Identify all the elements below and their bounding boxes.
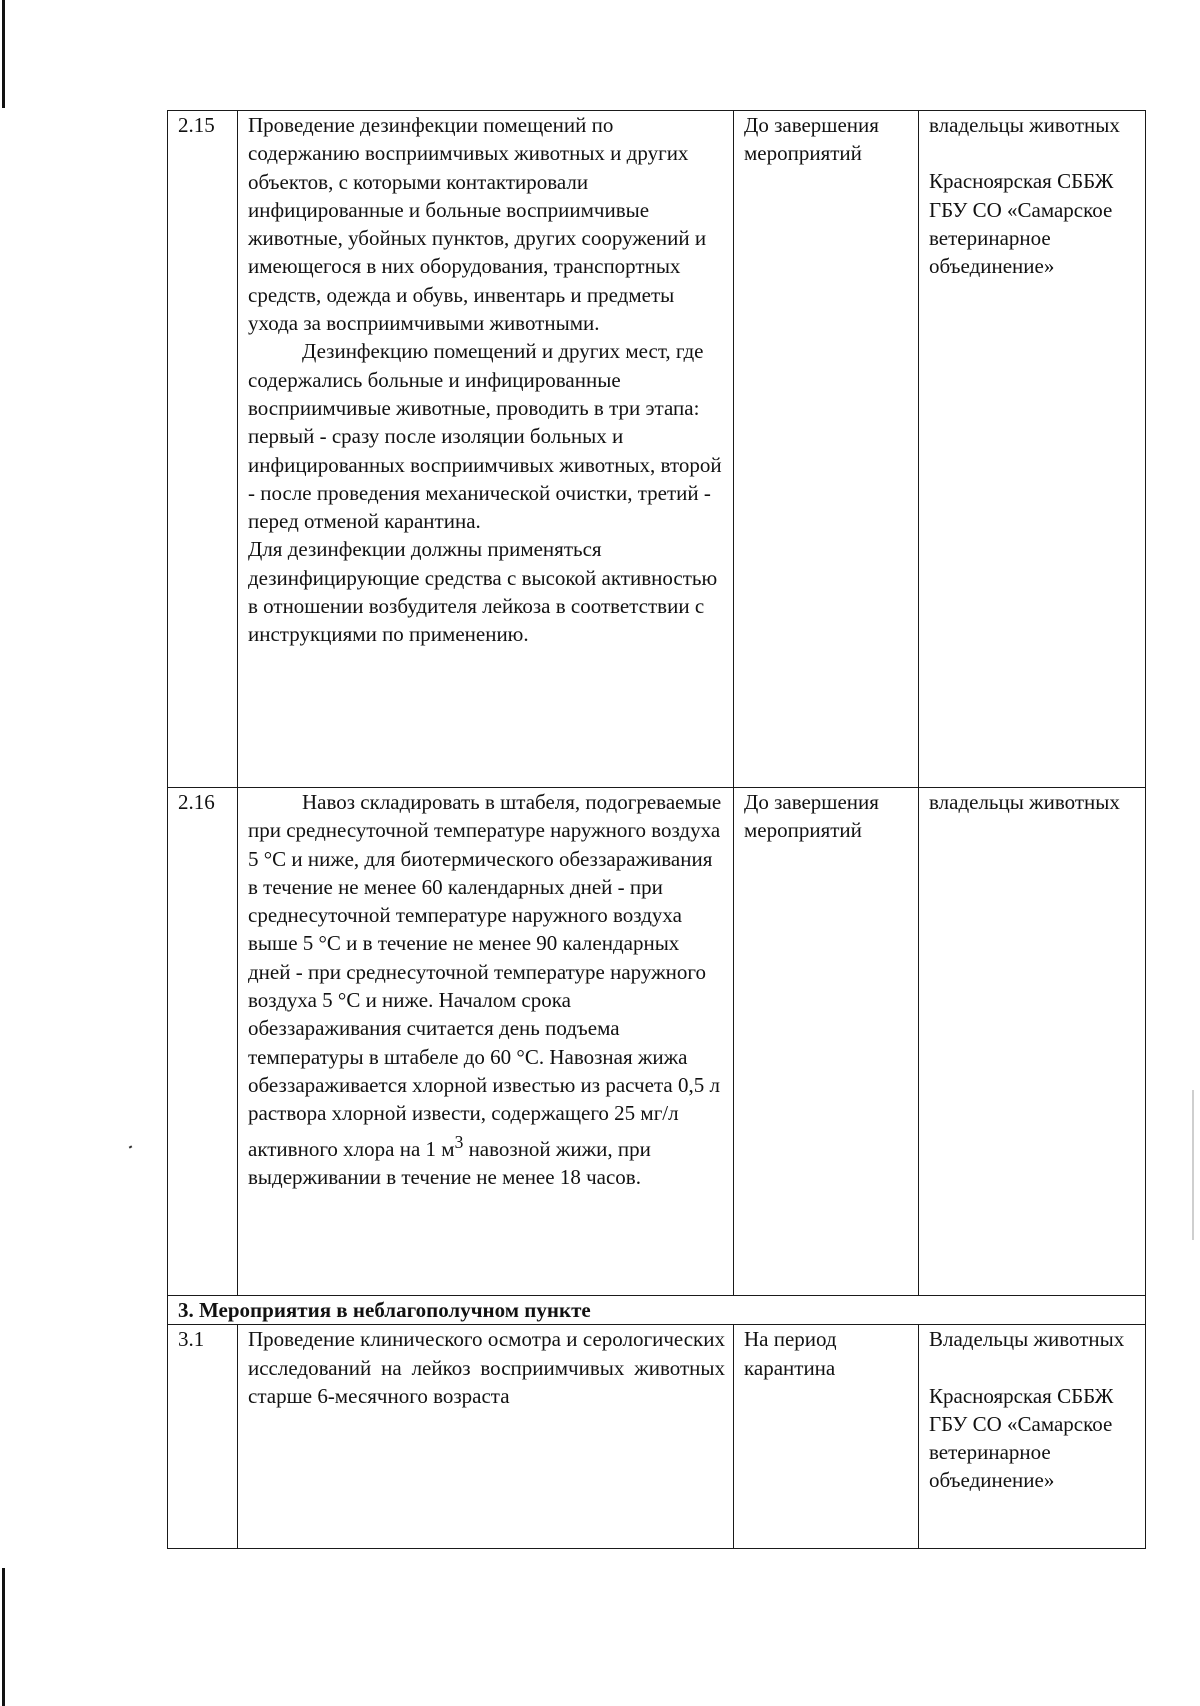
row-number: 2.15 <box>168 111 238 788</box>
responsible-vet-station: Красноярская СББЖ ГБУ СО «Самарское ветеринарное объединение» <box>929 1383 1114 1493</box>
scan-edge-mark-top <box>2 0 5 108</box>
row-number: 2.16 <box>168 788 238 1296</box>
measure-description <box>238 111 734 788</box>
table-row-2-16 <box>168 788 1146 1296</box>
measures-table <box>167 110 1146 1549</box>
measure-text-end: навозной жижи, при выдерживании в течение не менее 18 часов. <box>248 1136 651 1189</box>
superscript-cubic: 3 <box>454 1131 464 1152</box>
measure-term: До завершения мероприятий <box>734 788 919 1296</box>
measure-responsible <box>919 111 1146 788</box>
measure-paragraph: Дезинфекцию помещений и других мест, где содержались больные и инфицированные восприимчивые животные, проводить в три этапа: первый - сразу после изоляции больных и инфицированных восприимчивых животных, второй - после проведения механической очистки, третий - перед отменой карантина. <box>248 339 722 534</box>
measure-term: На период карантина <box>734 1325 919 1549</box>
measure-responsible: владельцы животных <box>919 788 1146 1296</box>
measure-text: Навоз складировать в штабеля, подогреваемые при среднесуточной температуре наружного воздуха 5 °С и ниже, для биотермического обеззараживания в течение не менее 60 календарных дней - при среднесуточной температуре наружного воздуха выше 5 °С и в течение не менее 90 календарных дней - при среднесуточной температуре наружного воздуха 5 °С и ниже. Началом срока обеззараживания считается день подъема температуры в штабеле до 60 °С. Навозная жижа обеззараживается хлорной известью из расчета 0,5 л раствора хлорной извести, содержащего 25 мг/л активного хлора на 1 м <box>248 790 722 1161</box>
measure-responsible <box>919 1325 1146 1549</box>
responsible-owners: Владельцы животных <box>929 1327 1125 1352</box>
measure-description <box>238 788 734 1296</box>
scan-speck <box>129 1145 133 1148</box>
section-title: 3. Мероприятия в неблагополучном пункте <box>168 1296 1146 1325</box>
measure-paragraph: Проведение дезинфекции помещений по содержанию восприимчивых животных и других объектов, с которыми контактировали инфицированные и больные восприимчивые животные, убойных пунктов, других сооружений и имеющегося в них оборудования, транспортных средств, одежда и обувь, инвентарь и предметы ухода за восприимчивыми животными. <box>248 113 707 336</box>
measure-term: До завершения мероприятий <box>734 111 919 788</box>
scan-edge-mark-right <box>1192 1090 1194 1240</box>
scan-edge-mark-bottom <box>2 1568 5 1706</box>
row-number: 3.1 <box>168 1325 238 1549</box>
responsible-owners: владельцы животных <box>929 113 1120 137</box>
section-heading-row <box>168 1296 1146 1325</box>
table-row-2-15 <box>168 111 1146 788</box>
measure-description: Проведение клинического осмотра и серологических исследований на лейкоз восприимчивых животных старше 6-месячного возраста <box>238 1325 734 1549</box>
responsible-vet-station: Красноярская СББЖ ГБУ СО «Самарское ветеринарное объединение» <box>929 169 1114 279</box>
table-row-3-1 <box>168 1325 1146 1549</box>
measure-paragraph: Для дезинфекции должны применяться дезинфицирующие средства с высокой активностью в отношении возбудителя лейкоза в соответствии с инструкциями по применению. <box>248 537 718 647</box>
